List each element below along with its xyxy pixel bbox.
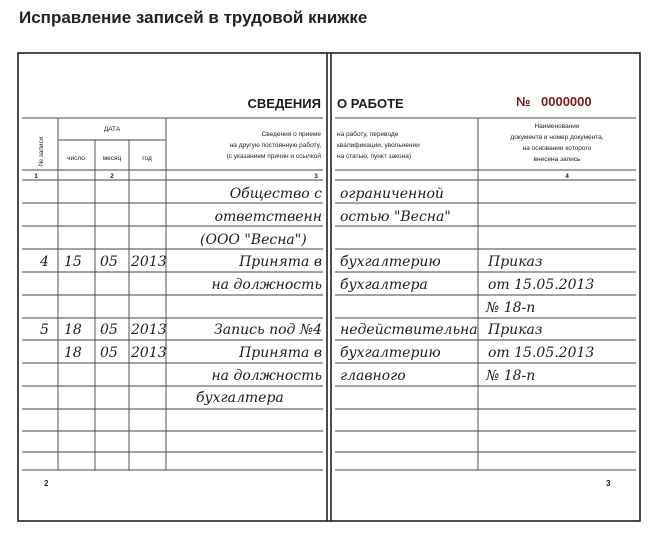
col-number-3: 3 (314, 173, 318, 180)
page-number-left: 2 (44, 479, 49, 488)
book-number-value: 0000000 (541, 94, 592, 109)
col-day: число (67, 155, 85, 162)
col-date: ДАТА (103, 126, 121, 133)
r5b-day: 18 (64, 345, 82, 361)
r5-number: 5 (40, 322, 49, 338)
r4-text-b1: бухгалтерию (340, 254, 441, 270)
col-record-no: № записи (38, 136, 45, 166)
r5-doc-1: Приказ (488, 322, 543, 338)
col-info-left-3: (с указанием причин и ссылкой (226, 153, 321, 160)
r5-year: 2013 (131, 322, 167, 338)
entry-org-1a: Общество с (229, 186, 322, 202)
r4-text-a2: на должность (211, 277, 322, 293)
r5-text-a2: Принята в (239, 345, 322, 361)
r5-doc-2: от 15.05.2013 (488, 345, 595, 361)
r5-day: 18 (64, 322, 82, 338)
r5-text-a3: на должность (211, 368, 322, 384)
r5-text-b3: главного (340, 368, 406, 384)
col-doc-3: на основании которого (522, 145, 592, 152)
r5b-month: 05 (100, 345, 118, 361)
r5-doc-3: № 18-п (486, 368, 536, 384)
col-info-right-3: на статью, пункт закона) (337, 153, 412, 160)
col-info-left-2: на другую постоянную работу, (229, 142, 321, 149)
col-number-4: 4 (565, 173, 569, 180)
entry-org-2a: ответственн (214, 209, 322, 225)
col-doc-1: Наименование (534, 123, 580, 130)
r4-day: 15 (64, 254, 82, 270)
col-doc-4: внесена запись (533, 156, 581, 163)
r4-doc-1: Приказ (488, 254, 543, 270)
r4-year: 2013 (131, 254, 167, 270)
col-number-1: 1 (34, 173, 38, 180)
book-number-label: № (516, 94, 531, 109)
r4-doc-3: № 18-п (486, 300, 536, 316)
col-number-2: 2 (110, 173, 114, 180)
col-info-right-1: на работу, переводе (337, 131, 399, 138)
page-number-right: 3 (606, 479, 611, 488)
r4-text-a1: Принята в (239, 254, 322, 270)
r5-text-a4: бухгалтера (196, 390, 284, 406)
r4-doc-2: от 15.05.2013 (488, 277, 595, 293)
r5-month: 05 (100, 322, 118, 338)
page-title: Исправление записей в трудовой книжке (19, 8, 368, 27)
r4-text-b2: бухгалтера (340, 277, 428, 293)
r5b-year: 2013 (131, 345, 167, 361)
col-year: год (142, 155, 152, 162)
r4-number: 4 (40, 254, 49, 270)
col-doc-2: документа и номер документа, (510, 134, 604, 141)
r5-text-a1: Запись под №4 (214, 322, 322, 338)
col-info-right-2: квалификации, увольнении (337, 142, 420, 149)
entry-org-1b: ограниченной (340, 186, 444, 202)
entry-org-2b: остью "Весна" (340, 209, 451, 225)
col-month: месяц (102, 155, 122, 162)
col-info-left-1: Сведения о приеме (261, 131, 321, 138)
r4-month: 05 (100, 254, 118, 270)
r5-text-b2: бухгалтерию (340, 345, 441, 361)
heading-right: О РАБОТЕ (337, 96, 404, 111)
entry-org-3: (ООО "Весна") (200, 232, 307, 248)
r5-text-b1: недействительна (340, 322, 478, 338)
heading-left: СВЕДЕНИЯ (247, 96, 321, 111)
